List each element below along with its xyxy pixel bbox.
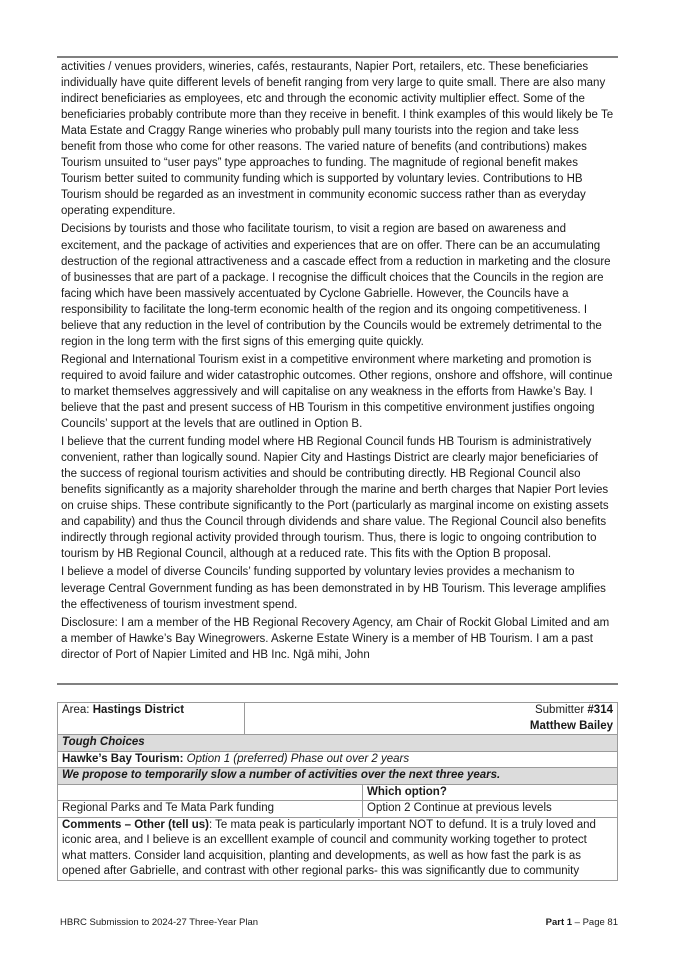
submitter-name: Matthew Bailey (529, 719, 613, 732)
tourism-row: Hawke’s Bay Tourism: Option 1 (preferred) Phase out over 2 years (58, 751, 618, 768)
which-option-header: Which option? (363, 784, 618, 801)
page-number: Part 1 – Page 81 (545, 917, 618, 928)
paragraph: Decisions by tourists and those who facilitate tourism, to visit a region are based on awareness and excitement, and the package of activities and experiences that are on offer. There can be an accumulating destruction of the regional attractiveness and a cascade effect from a reduction in marketing and the closure of businesses that are part of a package. I recognise the difficult choices that the Councils in the region are facing which have been massively accentuated by Cyclone Gabrielle. However, the Councils have a responsibility to facilitate the long-term economic health of the region and its ongoing competitiveness. I believe that any reduction in the level of contribution by the Councils would be extremely detrimental to the region in the long term with the first signs of this emerging quite quickly. (61, 223, 611, 348)
comments-cell: Comments – Other (tell us): Te mata peak is particularly important NOT to defund. It is a truly loved and iconic area, and I believe is an excelllent example of council and community working together to protect what matters. Consider land acquisition, planting and developments, as well as how fast the park is as opened after Gabrielle, and contrast with other regional parks- this was significantly due to community (58, 817, 618, 880)
area-value: Hastings District (92, 704, 185, 716)
footer-title: HBRC Submission to 2024-27 Three-Year Plan (60, 917, 259, 928)
activity-cell: Regional Parks and Te Mata Park funding (58, 801, 363, 818)
area-cell: Area: Hastings District (58, 703, 245, 735)
submitter-cell: Submitter #314 Matthew Bailey (245, 703, 618, 735)
submitter-number: #314 (587, 704, 613, 716)
paragraph: I believe a model of diverse Councils’ funding supported by voluntary levies provides a mechanism to leverage Central Government funding as has been demonstrated in by HB Tourism. This leverage amplifies the effectiveness of tourism investment spend. (61, 566, 606, 611)
proposal-heading: We propose to temporarily slow a number of activities over the next three years. (58, 768, 618, 785)
submission-table (57, 702, 618, 881)
top-divider (57, 56, 618, 58)
header-row (58, 703, 618, 735)
bottom-divider (57, 683, 618, 685)
activity-option-cell: Option 2 Continue at previous levels (363, 801, 618, 818)
section-heading: Tough Choices (58, 735, 618, 752)
submission-body (61, 59, 616, 665)
paragraph: I believe that the current funding model where HB Regional Council funds HB Tourism is administratively convenient, rather than logically sound. Napier City and Hastings District are clearly major beneficiaries of the success of regional tourism activities and should be contributing directly. HB Regional Council also benefits significantly as a majority shareholder through the marine and berth charges that Napier Port levies on cruise ships. These contribute significantly to the Port (particularly as marginal income on existing assets and capability) and thus the Council through dividends and share value. The Regional Council also benefits indirectly through regional activity provided through tourism. Thus, there is logic to ongoing contribution to tourism by HB Regional Council, although at a reduced rate. This fits with the Option B proposal. (61, 436, 609, 561)
paragraph: Disclosure: I am a member of the HB Regional Recovery Agency, am Chair of Rockit Global Limited and am a member of Hawke’s Bay Winegrowers. Askerne Estate Winery is a member of HB Tourism. I am a past director of Port of Napier Limited and HB Inc. Ngā mihi, John (61, 616, 610, 661)
paragraph: activities / venues providers, wineries, cafés, restaurants, Napier Port, retailers, etc. These beneficiaries individually have quite different levels of benefit ranging from very large to quite small. There are also many indirect beneficiaries as employees, etc and through the economic activity multiplier effect. Some of the beneficiaries probably contribute more than they receive in benefit. I think examples of this would likely be Te Mata Estate and Craggy Range wineries who probably pull many tourists into the region and take less benefit from those who come for other reasons. The varied nature of benefits (and contributions) makes Tourism unsuited to “user pays” type approaches to funding. The magnitude of regional benefit makes Tourism better suited to community funding which is supported by voluntary levies. Contributions to HB Tourism should be regarded as an investment in community economic success rather than as everyday operating expenditure. (61, 61, 614, 218)
paragraph: Regional and International Tourism exist in a competitive environment where marketing and promotion is required to avoid failure and wider catastrophic outcomes. Other regions, onshore and offshore, will continue to market themselves aggressively and will capitalise on any weakness in the efforts from Hawke’s Bay. I believe that the past and present success of HB Tourism in this competitive environment justifies ongoing Councils’ support at the levels that are outlined in Option B. (61, 353, 613, 431)
blank-cell (58, 784, 363, 801)
tourism-option: Option 1 (preferred) Phase out over 2 years (186, 752, 410, 765)
